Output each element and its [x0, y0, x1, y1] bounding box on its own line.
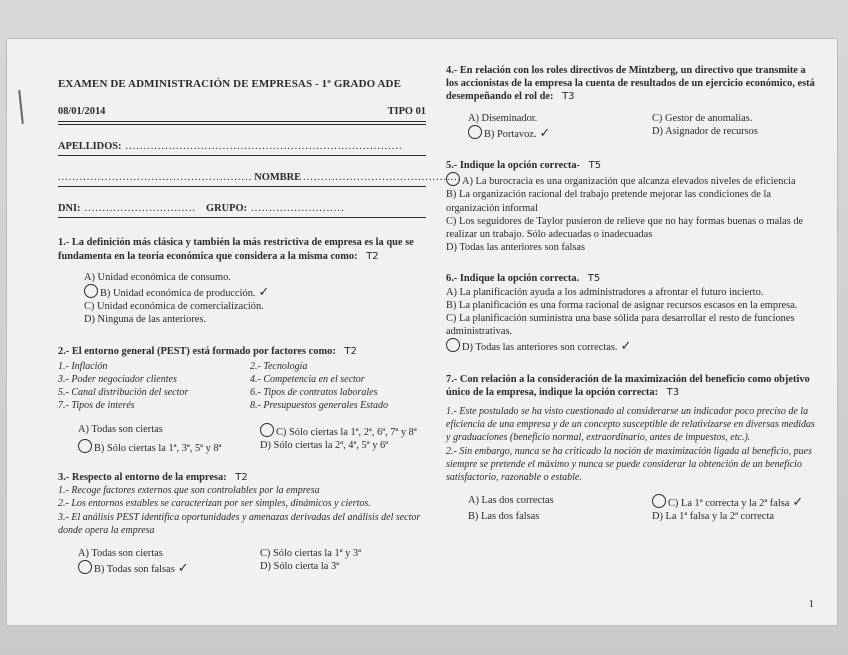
q5-prompt: 5.- Indique la opción correcta- [446, 160, 581, 172]
q3-prompt: 3.- Respecto al entorno de la empresa: [58, 472, 227, 484]
left-column [58, 78, 462, 577]
q3-statement-2: 2.- Los entornos estables se caracterizan por ser simples, dinámicos y ciertos. [58, 498, 371, 510]
q1-handnote: T2 [366, 250, 379, 262]
q2-option-d-text: D) Sólo ciertas la 2ª, 4ª, 5ª y 6ª [260, 439, 389, 451]
selected-mark-icon [260, 423, 274, 437]
q5-option-a[interactable] [446, 172, 820, 188]
q7-statements [446, 405, 820, 484]
exam-title: EXAMEN DE ADMINISTRACIÓN DE EMPRESAS - 1º GRADO ADE [58, 78, 402, 90]
q3-statement-3: 3.- El análisis PEST identifica oportunidades y amenazas derivadas del análisis del sector donde opera la empresa [58, 511, 421, 536]
q5-option-d[interactable] [446, 241, 820, 254]
q2-option-d[interactable] [260, 439, 426, 455]
q5-option-a-text: A) La burocracia es una organización que alcanza elevados niveles de eficiencia [462, 176, 796, 188]
right-column [446, 64, 820, 524]
q3-option-d-text: D) Sólo cierta la 3ª [260, 561, 340, 573]
q2-factor-8: 8.- Presupuestos generales Estado [250, 400, 388, 412]
q4-option-b-text: B) Portavoz. [484, 128, 537, 140]
q2-option-b[interactable] [78, 439, 244, 455]
q6-option-d[interactable] [446, 338, 820, 354]
question-6 [446, 272, 820, 354]
q7-option-d-text: D) La 1ª falsa y la 2ª correcta [652, 511, 774, 523]
q7-options [468, 494, 820, 523]
q5-option-b[interactable] [446, 188, 820, 214]
q2-factor-2: 2.- Tecnología [250, 360, 308, 372]
q2-factors-left [58, 360, 234, 413]
question-1 [58, 236, 426, 326]
q5-handnote: T5 [588, 160, 602, 172]
q2-options [78, 423, 426, 455]
check-icon: ✓ [258, 285, 270, 301]
exam-date: 08/01/2014 [58, 106, 106, 118]
q2-option-c-text: C) Sólo ciertas la 1ª, 2ª, 6ª, 7ª y 8ª [276, 426, 417, 438]
q2-option-a-text: A) Todas son ciertas [78, 423, 163, 435]
q5-option-b-text: B) La organización racional del trabajo pretende mejorar las condiciones de la organización informal [446, 189, 771, 214]
q5-options [446, 172, 820, 254]
q1-option-c[interactable] [84, 300, 426, 313]
q6-option-c-text: C) La planificación suministra una base sólida para desarrollar el resto de funciones administrativas. [446, 313, 795, 338]
question-4 [446, 64, 820, 141]
selected-mark-icon [78, 439, 92, 453]
apellidos-line[interactable] [58, 125, 426, 155]
q3-handnote: T2 [235, 472, 248, 484]
header-divider [58, 121, 426, 122]
nombre-line[interactable] [58, 155, 462, 186]
dni-label: DNI: [58, 203, 81, 215]
q3-statements [58, 484, 426, 537]
q1-option-a[interactable] [84, 271, 426, 284]
q2-factor-3: 3.- Poder negociador clientes [58, 374, 177, 386]
q4-option-c-text: C) Gestor de anomalías. [652, 112, 753, 124]
q1-option-d-text: D) Ninguna de las anteriores. [84, 314, 207, 326]
q6-options [446, 286, 820, 355]
q4-option-d-text: D) Asignador de recursos [652, 125, 758, 137]
q7-option-d[interactable] [652, 510, 820, 523]
q7-handnote: T3 [666, 386, 680, 398]
q5-option-d-text: D) Todas las anteriores son falsas [446, 242, 586, 254]
q6-handnote: T5 [587, 273, 601, 285]
selected-mark-icon [468, 125, 482, 139]
question-7 [446, 373, 820, 524]
q6-option-c[interactable] [446, 312, 820, 338]
q4-option-c[interactable] [652, 112, 820, 125]
grupo-dots: .......................... [251, 203, 345, 215]
q6-option-a-text: A) La planificación ayuda a los administradores a afrontar el futuro incierto. [446, 286, 764, 298]
stray-pen-mark [18, 90, 24, 124]
q2-factors-right [250, 360, 426, 413]
q3-option-a-text: A) Todas son ciertas [78, 548, 163, 560]
check-icon: ✓ [539, 125, 551, 141]
q1-option-a-text: A) Unidad económica de consumo. [84, 271, 231, 283]
q3-option-a[interactable] [78, 547, 244, 560]
q4-handnote: T3 [562, 91, 575, 103]
q3-option-b[interactable] [78, 560, 244, 576]
q2-factor-1: 1.- Inflación [58, 360, 108, 372]
selected-mark-icon [652, 494, 666, 508]
q2-option-b-text: B) Sólo ciertas la 1ª, 3ª, 5ª y 8ª [94, 442, 222, 454]
q5-option-c-text: C) Los seguidores de Taylor pusieron de relieve que no hay formas buenas o malas de realizar un trabajo. Sólo adecuadas o inadecuadas [446, 215, 804, 241]
q4-option-d[interactable] [652, 125, 820, 141]
q6-option-a[interactable] [446, 286, 820, 299]
student-info-box [58, 124, 462, 218]
selected-mark-icon [446, 338, 460, 352]
page-number: 1 [808, 598, 814, 610]
q4-options [468, 112, 820, 141]
q1-options [84, 271, 426, 327]
q7-option-a-text: A) Las dos correctas [468, 495, 554, 507]
q3-option-c-text: C) Sólo ciertas la 1ª y 3ª [260, 548, 361, 560]
q6-prompt: 6.- Indique la opción correcta. [446, 273, 580, 285]
q7-option-b[interactable] [468, 510, 636, 523]
q6-option-b-text: B) La planificación es una forma racional de asignar recursos escasos en la empresa. [446, 299, 798, 311]
q1-option-d[interactable] [84, 313, 426, 326]
q5-option-c[interactable] [446, 215, 820, 241]
q3-statement-1: 1.- Recoge factores externos que son controlables por la empresa [58, 485, 320, 497]
q3-option-b-text: B) Todas son falsas [94, 564, 175, 576]
q1-prompt: 1.- La definición más clásica y también la más restrictiva de empresa es la que se fundamenta en la teoría económica que considera a la misma como: [58, 237, 414, 262]
q3-options [78, 547, 426, 576]
q2-option-a[interactable] [78, 423, 244, 439]
q7-option-c-text: C) La 1ª correcta y la 2ª falsa [668, 498, 790, 510]
q4-option-a-text: A) Diseminador. [468, 112, 538, 124]
q3-option-c[interactable] [260, 547, 426, 560]
check-icon: ✓ [792, 495, 804, 511]
q2-prompt: 2.- El entorno general (PEST) está formado por factores como: [58, 345, 336, 357]
question-3 [58, 471, 426, 576]
q7-option-b-text: B) Las dos falsas [468, 511, 540, 523]
q7-option-a[interactable] [468, 494, 636, 510]
nombre-dots-left: ...................................................... [58, 172, 253, 184]
apellidos-dots: ............................................................................. [125, 141, 403, 153]
check-icon: ✓ [177, 561, 189, 577]
q6-option-d-text: D) Todas las anteriores son correctas. [462, 342, 618, 354]
q1-option-b[interactable] [84, 284, 426, 300]
q4-option-a[interactable] [468, 112, 636, 125]
q2-factor-7: 7.- Tipos de interés [58, 400, 135, 412]
q7-prompt: 7.- Con relación a la consideración de la maximización del beneficio como objetivo único de la empresa, indique la opción correcta: [446, 373, 810, 398]
nombre-dots-right: ............................................ [303, 172, 462, 184]
apellidos-label: APELLIDOS: [58, 141, 122, 153]
q2-factors [58, 360, 426, 413]
q1-option-b-text: B) Unidad económica de producción. [100, 288, 256, 300]
selected-mark-icon [78, 560, 92, 574]
selected-mark-icon [446, 172, 460, 186]
q4-prompt: 4.- En relación con los roles directivos de Mintzberg, un directivo que transmite a los accionistas de la empresa la cuenta de resultados de un ejercicio económico, está desempeñando el rol de: [446, 65, 815, 103]
q1-option-c-text: C) Unidad económica de comercialización. [84, 301, 264, 313]
q2-handnote: T2 [344, 345, 357, 357]
q2-option-c[interactable] [260, 423, 426, 439]
question-2 [58, 345, 426, 455]
question-5 [446, 159, 820, 254]
q2-factor-6: 6.- Tipos de contratos laborales [250, 387, 378, 399]
check-icon: ✓ [620, 339, 632, 355]
q3-option-d[interactable] [260, 560, 426, 576]
q4-option-b[interactable] [468, 125, 636, 141]
q7-statement-1: 1.- Este postulado se ha visto cuestionado al considerarse un indicador poco preciso de la eficiencia de una empresa y de un concepto susceptible de relativizarse en diversas medidas y graduaciones (beneficio normal, extraordinario, antes de impuestos, etc.). [446, 406, 815, 444]
grupo-label: GRUPO: [206, 203, 248, 215]
nombre-label: NOMBRE [254, 172, 302, 184]
date-tipo-row [58, 105, 426, 118]
q6-option-b[interactable] [446, 299, 820, 312]
dni-dots: ............................... [84, 203, 197, 215]
q2-factor-4: 4.- Competencia en el sector [250, 374, 365, 386]
exam-tipo: TIPO 01 [387, 106, 426, 118]
dni-grupo-line[interactable] [58, 186, 426, 217]
q7-option-c[interactable] [652, 494, 820, 510]
q7-statement-2: 2.- Sin embargo, nunca se ha criticado la noción de maximización ligada al beneficio, pues siempre se pretende el máximo y nunca se puede considerar la obtención de un beneficio satisfactorio, razonable o estable. [446, 445, 812, 484]
selected-mark-icon [84, 284, 98, 298]
q2-factor-5: 5.- Canal distribución del sector [58, 387, 189, 399]
